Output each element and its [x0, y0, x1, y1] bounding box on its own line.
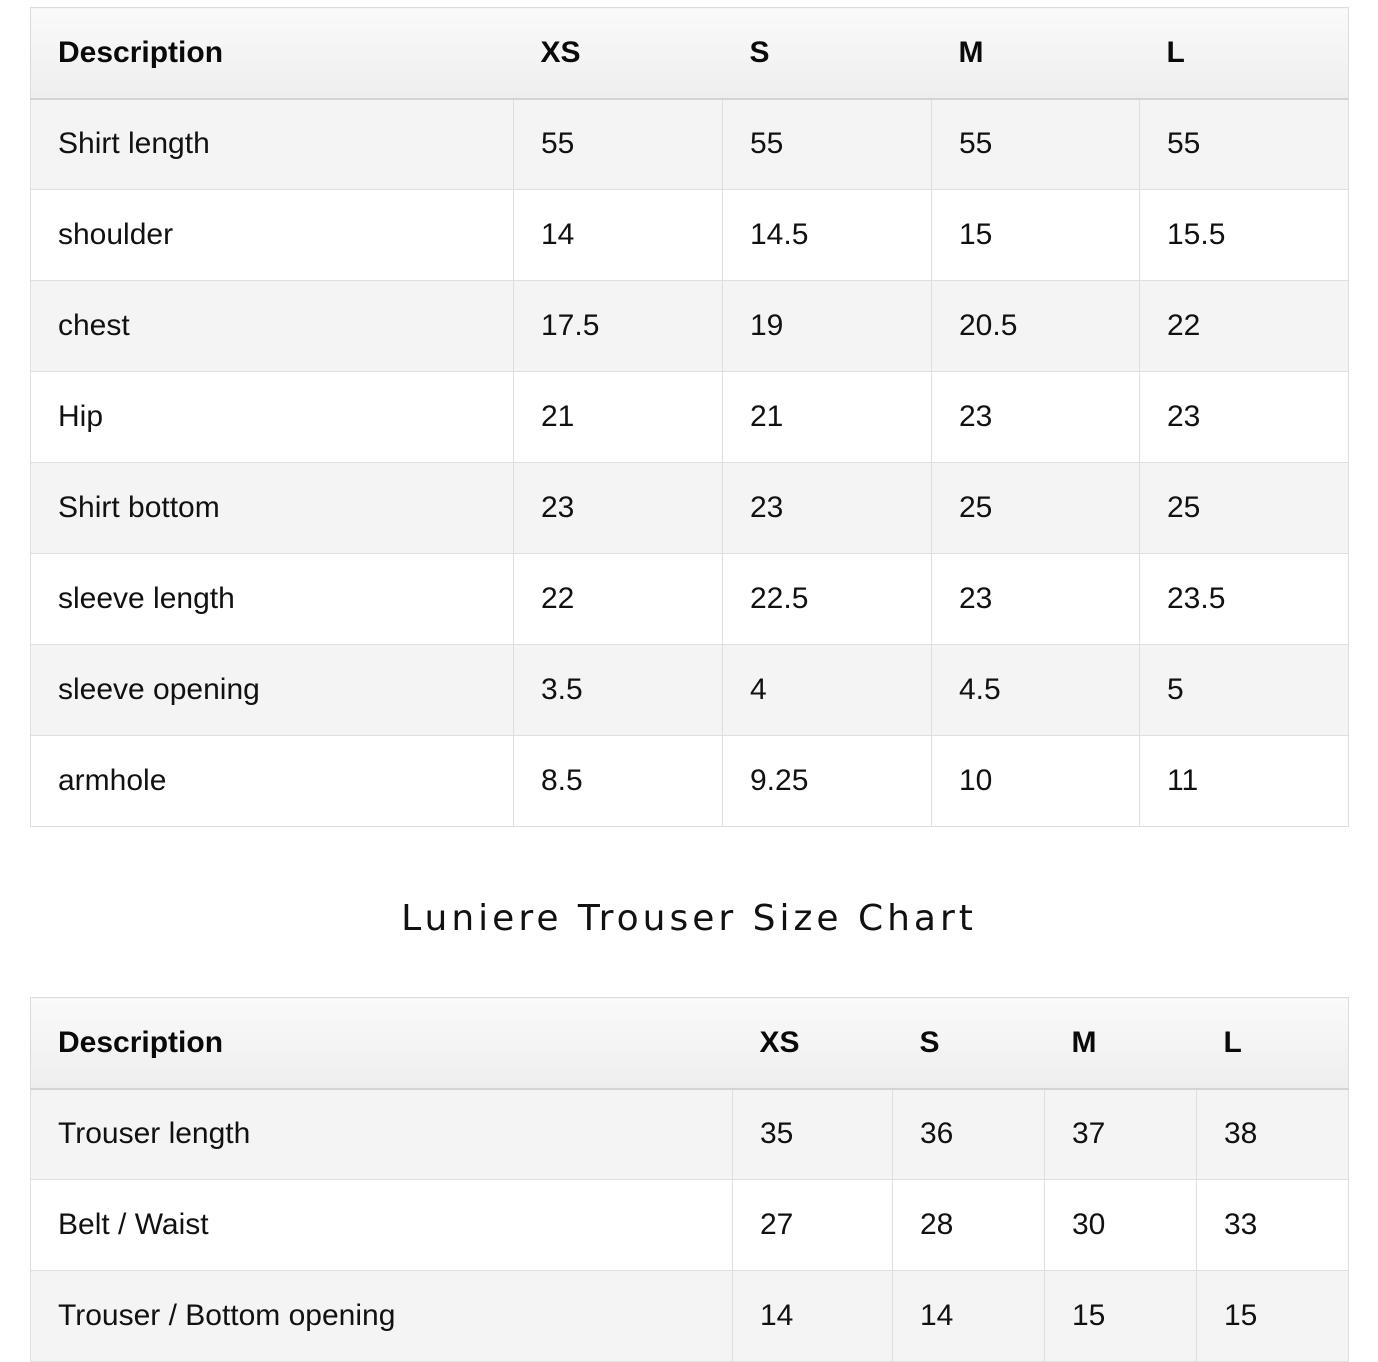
size-s-value: 14.5	[723, 190, 932, 281]
table-row	[31, 554, 1349, 645]
trouser-size-table	[30, 997, 1349, 1362]
table-row	[31, 645, 1349, 736]
table-row	[31, 736, 1349, 827]
size-m-value: 23	[932, 372, 1140, 463]
column-header-xs: XS	[514, 8, 723, 99]
size-s-value: 23	[723, 463, 932, 554]
size-l-value: 33	[1197, 1180, 1349, 1271]
size-l-value: 38	[1197, 1089, 1349, 1180]
size-m-value: 15	[932, 190, 1140, 281]
trouser-table-header-row	[31, 998, 1349, 1089]
size-s-value: 19	[723, 281, 932, 372]
size-s-value: 14	[893, 1271, 1045, 1362]
column-header-l: L	[1197, 998, 1349, 1089]
size-m-value: 20.5	[932, 281, 1140, 372]
size-l-value: 5	[1140, 645, 1349, 736]
size-l-value: 25	[1140, 463, 1349, 554]
measurement-label: shoulder	[31, 190, 514, 281]
size-m-value: 15	[1045, 1271, 1197, 1362]
size-l-value: 23.5	[1140, 554, 1349, 645]
size-l-value: 15	[1197, 1271, 1349, 1362]
measurement-label: Trouser length	[31, 1089, 733, 1180]
size-l-value: 23	[1140, 372, 1349, 463]
size-xs-value: 3.5	[514, 645, 723, 736]
size-m-value: 4.5	[932, 645, 1140, 736]
column-header-m: M	[1045, 998, 1197, 1089]
size-xs-value: 27	[733, 1180, 893, 1271]
table-row	[31, 1089, 1349, 1180]
table-row	[31, 1180, 1349, 1271]
size-s-value: 55	[723, 99, 932, 190]
size-xs-value: 21	[514, 372, 723, 463]
size-xs-value: 14	[733, 1271, 893, 1362]
shirt-table-header-row	[31, 8, 1349, 99]
size-s-value: 22.5	[723, 554, 932, 645]
table-row	[31, 372, 1349, 463]
measurement-label: Shirt bottom	[31, 463, 514, 554]
size-m-value: 30	[1045, 1180, 1197, 1271]
size-xs-value: 35	[733, 1089, 893, 1180]
size-xs-value: 55	[514, 99, 723, 190]
measurement-label: Trouser / Bottom opening	[31, 1271, 733, 1362]
size-l-value: 55	[1140, 99, 1349, 190]
size-s-value: 4	[723, 645, 932, 736]
column-header-l: L	[1140, 8, 1349, 99]
size-xs-value: 23	[514, 463, 723, 554]
trouser-size-chart-title: Luniere Trouser Size Chart	[401, 898, 977, 939]
measurement-label: chest	[31, 281, 514, 372]
table-row	[31, 1271, 1349, 1362]
size-xs-value: 8.5	[514, 736, 723, 827]
column-header-xs: XS	[733, 998, 893, 1089]
size-m-value: 10	[932, 736, 1140, 827]
size-m-value: 55	[932, 99, 1140, 190]
size-xs-value: 17.5	[514, 281, 723, 372]
size-m-value: 25	[932, 463, 1140, 554]
size-l-value: 11	[1140, 736, 1349, 827]
size-xs-value: 22	[514, 554, 723, 645]
size-s-value: 36	[893, 1089, 1045, 1180]
table-row	[31, 281, 1349, 372]
size-m-value: 23	[932, 554, 1140, 645]
measurement-label: armhole	[31, 736, 514, 827]
column-header-description: Description	[31, 998, 733, 1089]
measurement-label: Belt / Waist	[31, 1180, 733, 1271]
column-header-s: S	[723, 8, 932, 99]
shirt-size-table	[30, 7, 1349, 827]
size-l-value: 15.5	[1140, 190, 1349, 281]
size-m-value: 37	[1045, 1089, 1197, 1180]
table-row	[31, 99, 1349, 190]
measurement-label: Hip	[31, 372, 514, 463]
size-xs-value: 14	[514, 190, 723, 281]
size-s-value: 9.25	[723, 736, 932, 827]
table-row	[31, 463, 1349, 554]
column-header-description: Description	[31, 8, 514, 99]
measurement-label: Shirt length	[31, 99, 514, 190]
size-s-value: 28	[893, 1180, 1045, 1271]
size-l-value: 22	[1140, 281, 1349, 372]
size-s-value: 21	[723, 372, 932, 463]
measurement-label: sleeve opening	[31, 645, 514, 736]
column-header-m: M	[932, 8, 1140, 99]
table-row	[31, 190, 1349, 281]
column-header-s: S	[893, 998, 1045, 1089]
measurement-label: sleeve length	[31, 554, 514, 645]
